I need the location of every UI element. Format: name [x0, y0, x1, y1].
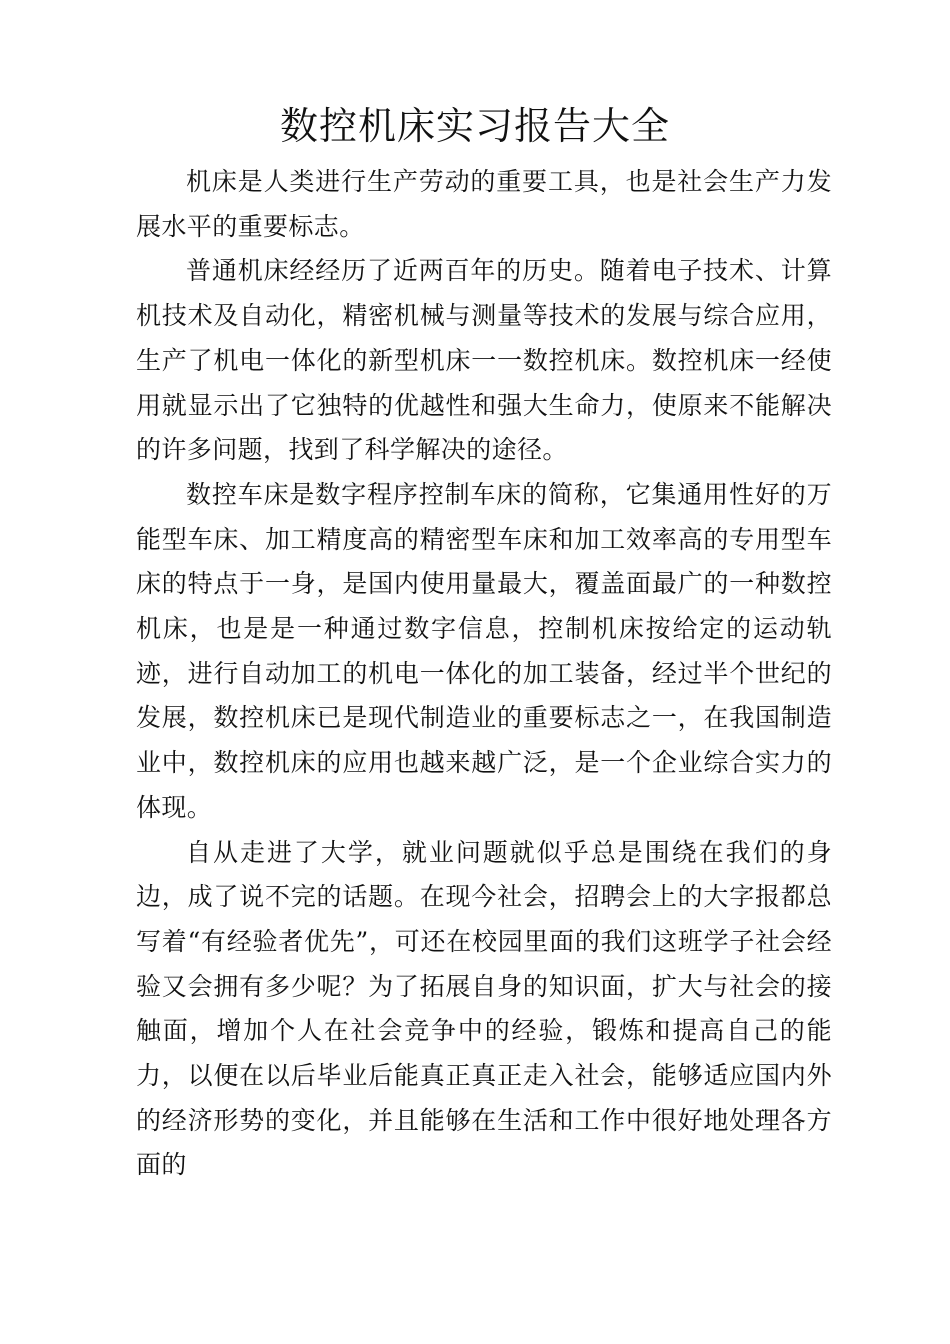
paragraph-4: 自从走进了大学，就业问题就似乎总是围绕在我们的身边，成了说不完的话题。在现今社会，招聘会上的大字报都总写着“有经验者优先”，可还在校园里面的我们这班学子社会经验又会拥有多少呢？为了拓展自身的知识面，扩大与社会的接触面，增加个人在社会竞争中的经验，锻炼和提高自己的能力，以便在以后毕业后能真正真正走入社会，能够适应国内外的经济形势的变化，并且能够在生活和工作中很好地处理各方面的: [136, 837, 832, 1180]
paragraph-3: 数控车床是数字程序控制车床的简称，它集通用性好的万能型车床、加工精度高的精密型车床和加工效率高的专用型车床的特点于一身，是国内使用量最大，覆盖面最广的一种数控机床，也是是一种通过数字信息，控制机床按给定的运动轨迹，进行自动加工的机电一体化的加工装备，经过半个世纪的发展，数控机床已是现代制造业的重要标志之一，在我国制造业中，数控机床的应用也越来越广泛，是一个企业综合实力的体现。: [136, 479, 832, 822]
paragraph-2: 普通机床经经历了近两百年的历史。随着电子技术、计算机技术及自动化，精密机械与测量等技术的发展与综合应用，生产了机电一体化的新型机床一一数控机床。数控机床一经使用就显示出了它独特的优越性和强大生命力，使原来不能解决的许多问题，找到了科学解决的途径。: [136, 256, 832, 465]
document-body: [136, 160, 832, 1188]
paragraph-1: 机床是人类进行生产劳动的重要工具，也是社会生产力发展水平的重要标志。: [136, 167, 832, 241]
document-title: 数控机床实习报告大全: [279, 104, 670, 148]
